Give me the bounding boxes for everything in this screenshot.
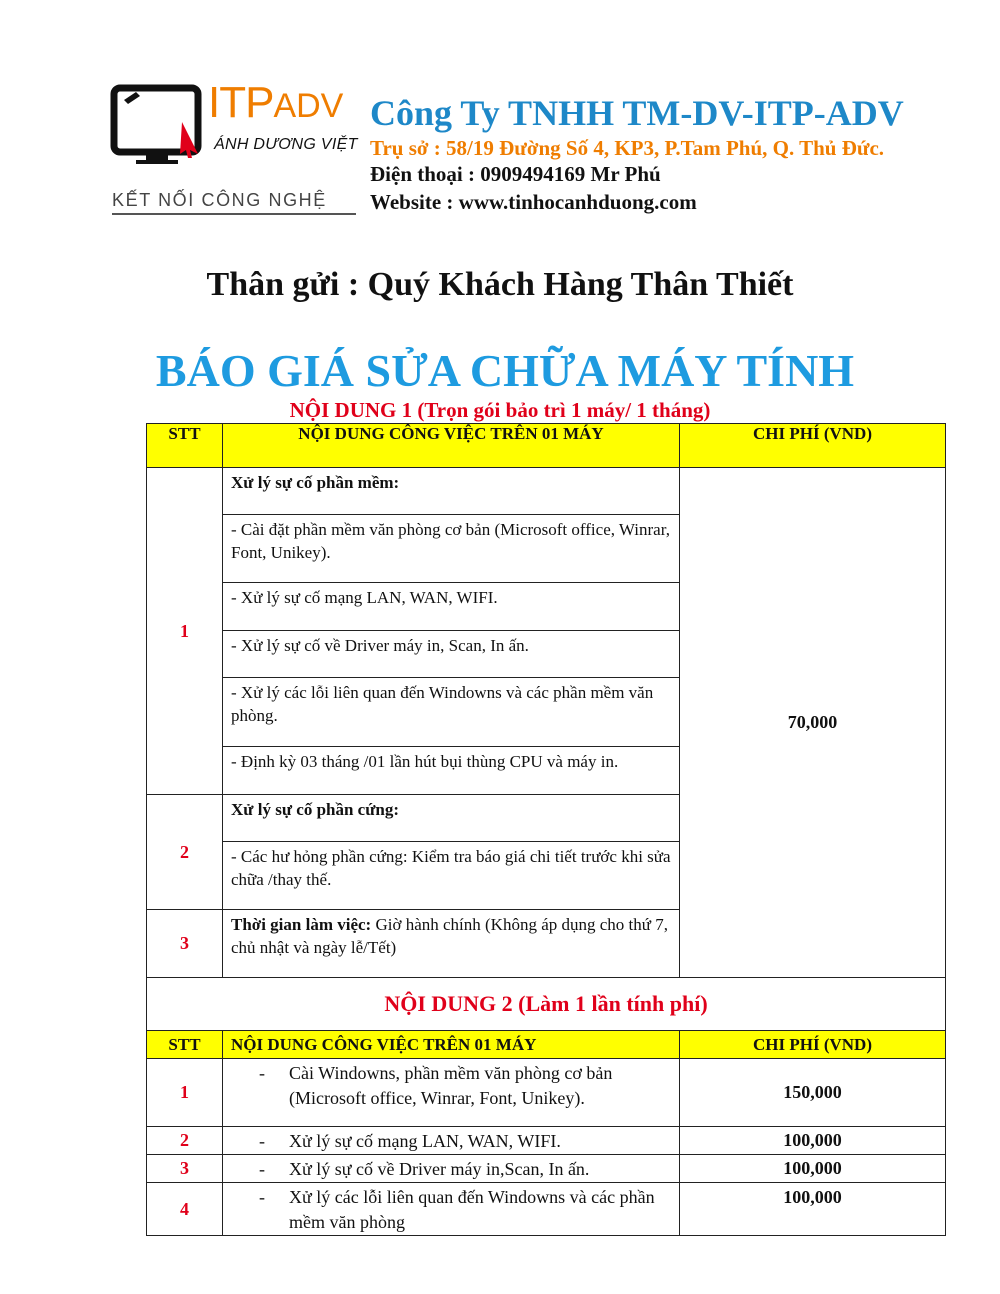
table-row	[147, 1183, 946, 1236]
row-stt: 2	[147, 1127, 223, 1155]
header-task: NỘI DUNG CÔNG VIỆC TRÊN 01 MÁY	[223, 424, 680, 468]
task-item: - Định kỳ 03 tháng /01 lần hút bụi thùng CPU và máy in.	[223, 747, 680, 795]
row-price: 100,000	[680, 1155, 946, 1183]
header-task: NỘI DUNG CÔNG VIỆC TRÊN 01 MÁY	[223, 1031, 680, 1059]
header-price: CHI PHÍ (VND)	[680, 424, 946, 468]
table-row	[147, 1127, 946, 1155]
row-price: 100,000	[680, 1127, 946, 1155]
package-price: 70,000	[680, 468, 946, 978]
logo-itp: ITP	[208, 78, 274, 127]
document-title: BÁO GIÁ SỬA CHỮA MÁY TÍNH	[155, 345, 855, 396]
row-stt: 1	[147, 1059, 223, 1127]
table2-header	[147, 1031, 946, 1059]
task-item: - Các hư hỏng phần cứng: Kiểm tra báo giá chi tiết trước khi sửa chữa /thay thế.	[223, 842, 680, 910]
task-item: - Xử lý các lỗi liên quan đến Windowns và các phần mềm văn phòng.	[223, 678, 680, 747]
row-stt: 1	[147, 468, 223, 795]
logo-tagline: KẾT NỐI CÔNG NGHỆ	[112, 190, 356, 215]
table1-header	[147, 424, 946, 468]
task-item: - Cài đặt phần mềm văn phòng cơ bản (Microsoft office, Winrar, Font, Unikey).	[223, 515, 680, 583]
task-item: - Xử lý sự cố về Driver máy in, Scan, In ấn.	[223, 631, 680, 678]
row-price: 100,000	[680, 1183, 946, 1236]
company-phone: Điện thoại : 0909494169 Mr Phú	[370, 162, 661, 186]
company-name: Công Ty TNHH TM-DV-ITP-ADV	[370, 93, 904, 133]
logo-wordmark	[208, 78, 343, 128]
task-item: - Xử lý sự cố về Driver máy in,Scan, In ấn.	[223, 1155, 680, 1183]
task-item: - Xử lý sự cố mạng LAN, WAN, WIFI.	[223, 1127, 680, 1155]
company-website: Website : www.tinhocanhduong.com	[370, 190, 697, 214]
company-address: Trụ sở : 58/19 Đường Số 4, KP3, P.Tam Phú, Q. Thủ Đức.	[370, 136, 885, 160]
working-hours: Thời gian làm việc: Giờ hành chính (Không áp dụng cho thứ 7, chủ nhật và ngày lễ/Tết)	[223, 910, 680, 978]
table-row	[147, 1155, 946, 1183]
row-price: 150,000	[680, 1059, 946, 1127]
row-stt: 3	[147, 910, 223, 978]
table-row	[147, 1059, 946, 1127]
section2-heading: NỘI DUNG 2 (Làm 1 lần tính phí)	[147, 978, 946, 1031]
task-item: - Xử lý sự cố mạng LAN, WAN, WIFI.	[223, 583, 680, 631]
row-stt: 4	[147, 1183, 223, 1236]
task-item: Xử lý sự cố phần mềm:	[223, 468, 680, 515]
row-stt: 3	[147, 1155, 223, 1183]
header-stt: STT	[147, 1031, 223, 1059]
task-item: Xử lý sự cố phần cứng:	[223, 795, 680, 842]
header-price: CHI PHÍ (VND)	[680, 1031, 946, 1059]
task-item: - Xử lý các lỗi liên quan đến Windowns và các phần mềm văn phòng	[223, 1183, 680, 1236]
greeting: Thân gửi : Quý Khách Hàng Thân Thiết	[206, 266, 794, 303]
logo-adv: ADV	[273, 87, 344, 125]
logo-subtitle: ÁNH DƯƠNG VIỆT	[214, 136, 358, 153]
section1-heading: NỘI DUNG 1 (Trọn gói bảo trì 1 máy/ 1 tháng)	[289, 398, 711, 422]
header-stt: STT	[147, 424, 223, 468]
section1-table	[146, 423, 946, 1236]
task-item: - Cài Windowns, phần mềm văn phòng cơ bản (Microsoft office, Winrar, Font, Unikey).	[223, 1059, 680, 1127]
row-stt: 2	[147, 795, 223, 910]
